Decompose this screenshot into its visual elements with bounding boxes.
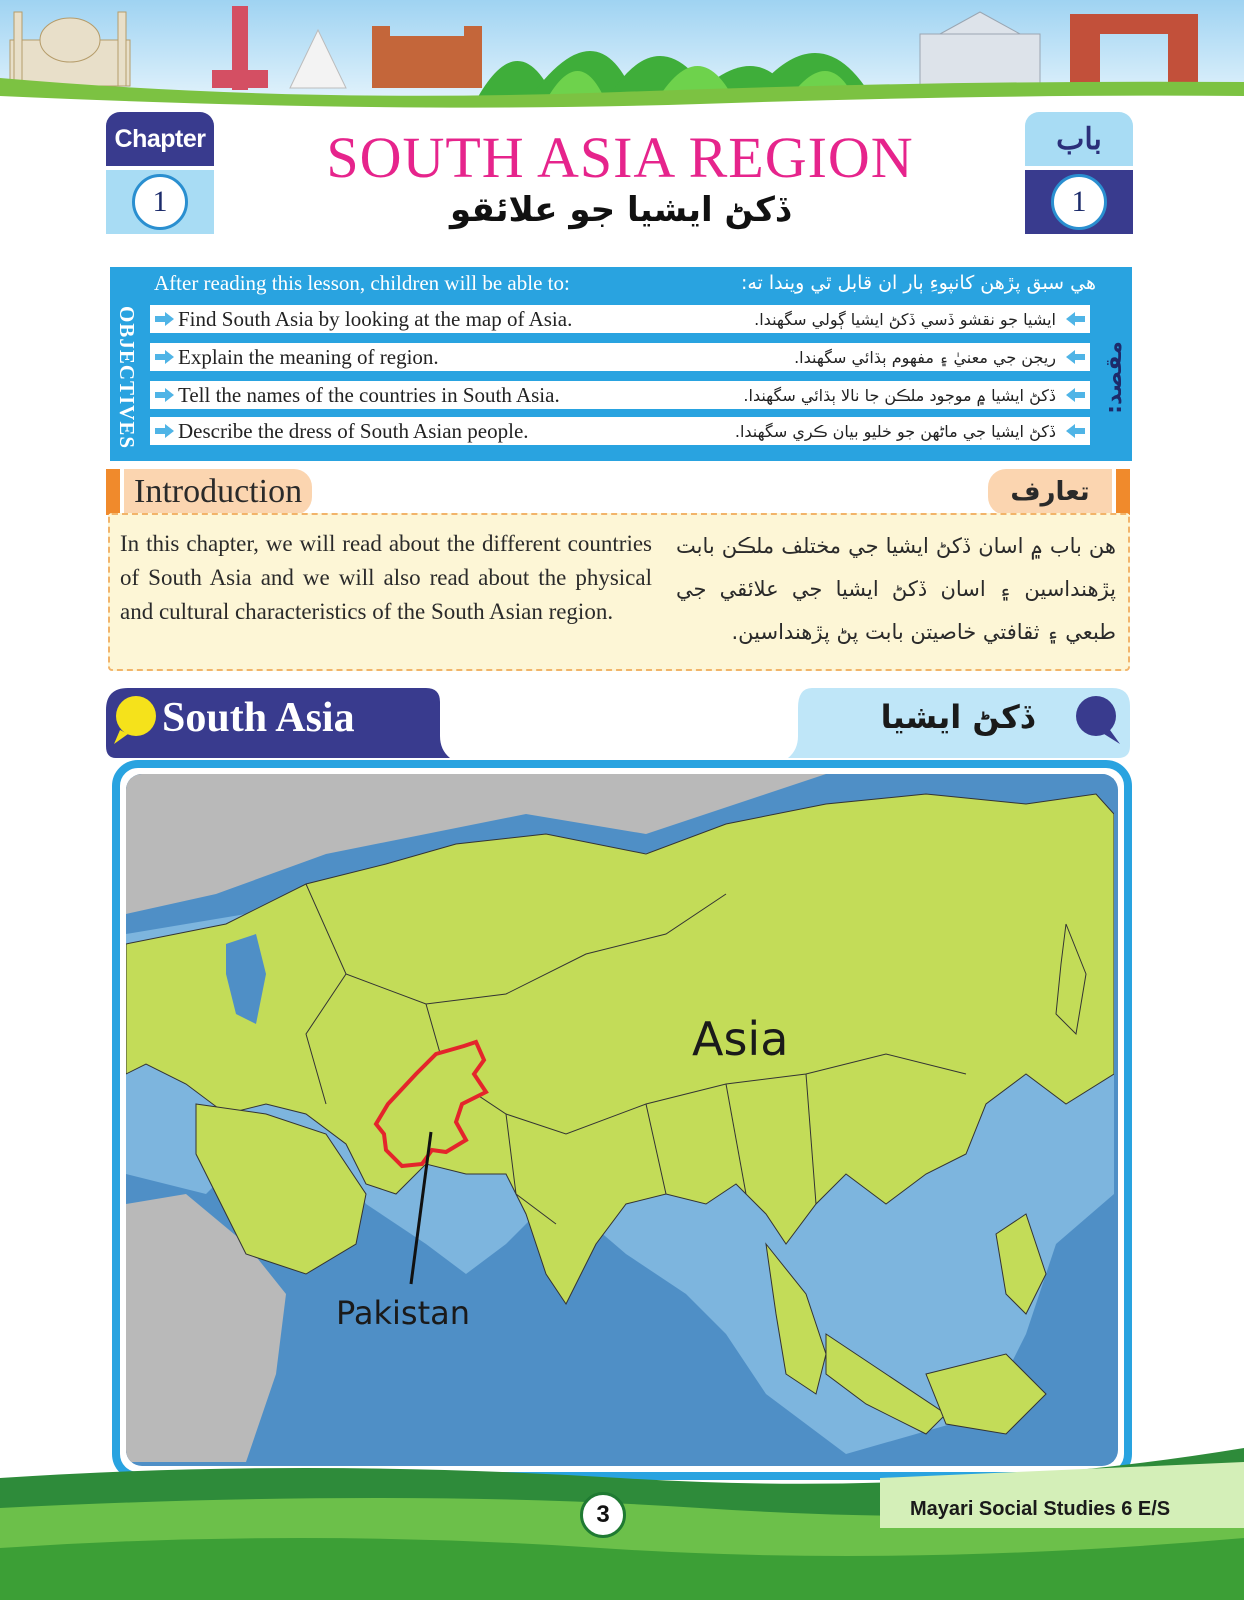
arrow-right-icon [150,305,178,333]
arrow-left-icon [1062,305,1090,333]
introduction-heading: Introduction [124,469,312,515]
introduction-text-sindhi: هن باب ۾ اسان ڏکڻ ايشيا جي مختلف ملڪن بابت پڙهنداسين ۽ اسان ڏکڻ ايشيا جي علائقي جي طبعي ۽ ثقافتي خاصيتن بابت پڻ پڙهنداسين. [676,534,1116,644]
chapter-box-sindhi [1025,112,1133,236]
objectives-panel [110,267,1132,461]
page-title-sindhi: ڏکڻ ايشيا جو علائقو [449,190,791,230]
introduction-header [106,469,1130,515]
page-number: 3 [580,1492,626,1538]
arrow-left-icon [1062,381,1090,409]
arrow-right-icon [150,417,178,445]
asia-map-frame [112,760,1132,1480]
book-title: Mayari Social Studies 6 E/S [910,1498,1171,1520]
objectives-header-en: After reading this lesson, children will be able to: [154,270,570,295]
asia-map [126,774,1118,1466]
arrow-left-icon [1062,343,1090,371]
objective-item: Tell the names of the countries in South Asia. ڏکڻ ايشيا ۾ موجود ملڪن جا نالا ٻڌائي سگهندا. [150,381,1090,409]
chapter-number: 1 [132,174,188,230]
map-label-asia: Asia [692,1012,789,1066]
introduction-heading-sindhi: تعارف [988,469,1112,515]
arrow-right-icon [150,381,178,409]
objectives-header-sindhi: هي سبق پڙهن کانپوءِ ٻار ان قابل ٿي ويندا ته: [740,272,1096,294]
objective-item: Describe the dress of South Asian people. ڏکڻ ايشيا جي ماڻهن جو خليو بيان ڪري سگهندا. [150,417,1090,445]
section-heading-box [106,688,450,758]
objective-item: Explain the meaning of region. ريجن جي معنيٰ ۽ مفهوم ٻڌائي سگهندا. [150,343,1090,371]
page-title: SOUTH ASIA REGION [326,125,914,190]
map-label-pakistan: Pakistan [336,1294,470,1332]
chapter-number-sindhi: 1 [1051,174,1107,230]
objective-item: Find South Asia by looking at the map of Asia. ايشيا جو نقشو ڏسي ڏکڻ ايشيا ڳولي سگهندا. [150,305,1090,333]
chapter-label: Chapter [106,112,214,166]
section-heading-box-sindhi [788,688,1130,758]
objectives-side-label-sindhi: مقصد: [1101,340,1127,414]
section-heading-sindhi: ڏکڻ ايشيا [880,698,1034,736]
chapter-box-english [106,112,214,236]
arrow-right-icon [150,343,178,371]
header-banner-illustration [0,0,1244,112]
objectives-header [154,269,1096,297]
chapter-label-sindhi: باب [1025,112,1133,166]
objectives-side-label: OBJECTIVES [115,305,140,449]
introduction-text: In this chapter, we will read about the different countries of South Asia and we will also read about the physical and cultural characteristics of the South Asian region. [120,531,652,624]
section-heading: South Asia [162,695,355,741]
introduction-box [108,513,1130,671]
arrow-left-icon [1062,417,1090,445]
